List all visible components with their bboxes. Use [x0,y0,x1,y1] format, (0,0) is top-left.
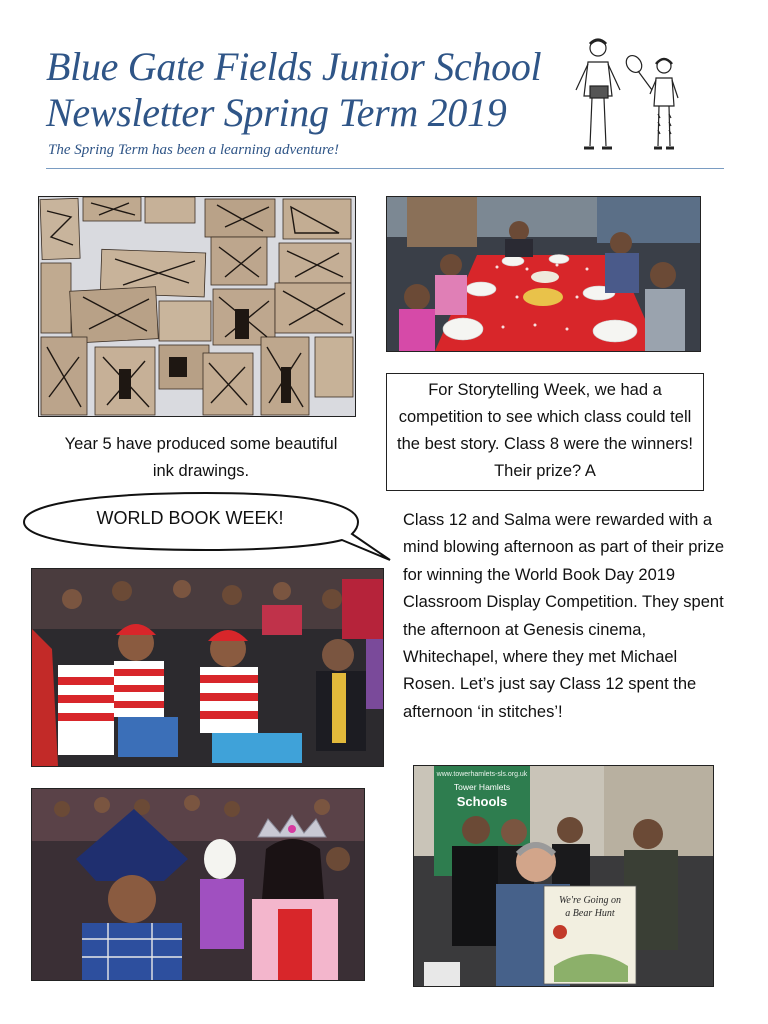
book-title-line-1: We're Going on [559,895,621,906]
title-line-school: Blue Gate Fields Junior School [46,44,542,89]
newsletter-title [46,44,541,136]
children-clipart [566,34,688,158]
header-divider [46,168,724,169]
banner-line-2: Schools [456,794,508,809]
ink-drawings-caption: Year 5 have produced some beautiful ink drawings. [64,435,338,480]
pirate-princess-photo [31,788,365,981]
banner-line-1: Tower Hamlets [453,782,511,792]
book-title-line-2: a Bear Hunt [565,908,615,919]
banner-url: www.towerhamlets-sls.org.uk [436,771,528,778]
ink-drawings-photo [38,196,356,417]
world-book-week-costumes-photo [31,568,384,767]
title-line-newsletter: Newsletter Spring Term 2019 [46,90,507,135]
world-book-week-label: WORLD BOOK WEEK! [96,508,284,528]
storytelling-text-box: For Storytelling Week, we had a competition to see which class could tell the best story. Class 8 were the winners! Their prize? A [386,373,704,491]
newsletter-subtitle: The Spring Term has been a learning adventure! [48,142,339,158]
storytelling-tea-photo [386,196,701,352]
class12-article: Class 12 and Salma were rewarded with a mind blowing afternoon as part of their prize for winning the World Book Day 2019 Classroom Display Competition. They spent the afternoon at Genesis cinema, Whitechapel, where they met Michael Rosen. Let’s just say Class 12 spent the afternoon ‘in stitches’! [403,511,725,721]
michael-rosen-photo [413,765,714,987]
